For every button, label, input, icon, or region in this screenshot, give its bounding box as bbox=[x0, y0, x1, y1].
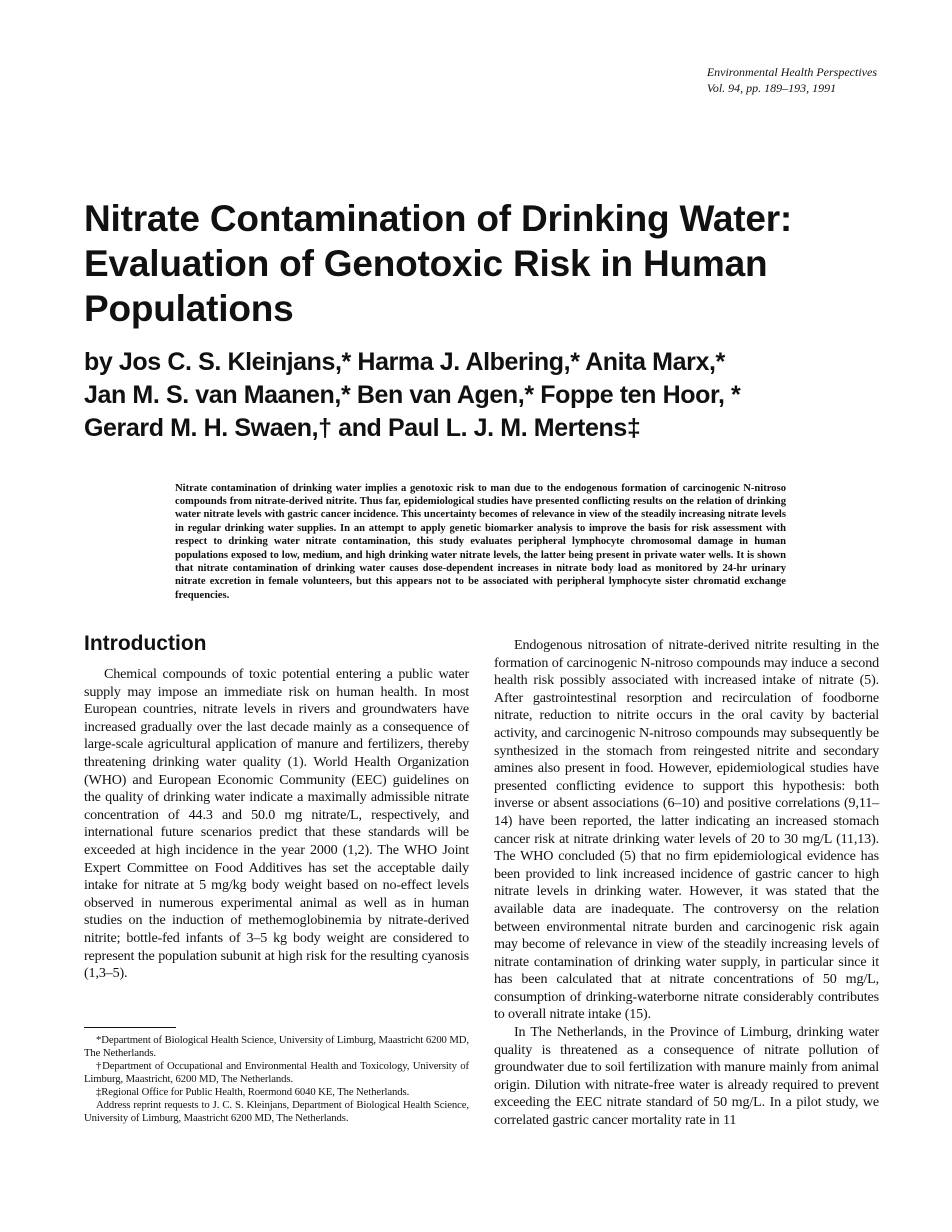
footnote-rule bbox=[84, 1027, 176, 1028]
article-title bbox=[84, 196, 884, 331]
footnotes bbox=[84, 1027, 469, 1125]
abstract: Nitrate contamination of drinking water implies a genotoxic risk to man due to the endogenous formation of carcinogenic N-nitroso compounds from nitrate-derived nitrite. Thus far, epidemiological studies have presented conflicting results on the relation of drinking water nitrate levels with gastric cancer incidence. This uncertainty becomes of relevance in view of the steadily increasing nitrate levels in regular drinking water supplies. In an attempt to apply genetic biomarker analysis to improve the basis for risk assessment with respect to drinking water nitrate contamination, this study evaluates peripheral lymphocyte chromosomal damage in human populations exposed to low, medium, and high drinking water nitrate levels, the latter being present in private water wells. It is shown that nitrate contamination of drinking water causes dose-dependent increases in nitrate body load as monitored by 24-hr urinary nitrate excretion in female volunteers, but this appears not to be associated with peripheral lymphocyte sister chromatid exchange frequencies. bbox=[175, 482, 786, 601]
author-list bbox=[84, 346, 884, 445]
journal-citation bbox=[707, 64, 877, 96]
journal-name: Environmental Health Perspectives bbox=[706, 65, 877, 79]
authors-line-3: Gerard M. H. Swaen,† and Paul L. J. M. Mertens‡ bbox=[84, 414, 641, 442]
footnote-affiliation-3: ‡Regional Office for Public Health, Roermond 6040 KE, The Netherlands. bbox=[96, 1086, 410, 1098]
introduction-paragraph-1: Chemical compounds of toxic potential entering a public water supply may impose an immediate risk on human health. In most European countries, nitrate levels in rivers and groundwaters have increased gradually over the last decade mainly as a consequence of large-scale agricultural application of manure and fertilizers, thereby threatening drinking water quality (1). World Health Organization (WHO) and European Economic Community (EEC) guidelines on the quality of drinking water indicate a maximally admissible nitrate concentration of 44.3 and 50.0 mg nitrate/L, respectively, and international future scenarios predict that these standards will be exceeded at high incidence in the year 2000 (1,2). The WHO Joint Expert Committee on Food Additives has set the acceptable daily intake for nitrate at 5 mg/kg body weight based on no-effect levels observed in numerous experimental animal as well as in human studies on the induction of methemoglobinemia by nitrate-derived nitrite; bottle-fed infants of 3–5 kg body weight are considered to represent the population subunit at high risk for the resulting cyanosis (1,3–5). bbox=[84, 666, 469, 982]
introduction-heading: Introduction bbox=[84, 632, 207, 655]
journal-volume: Vol. 94, pp. 189–193, 1991 bbox=[706, 81, 837, 95]
title-line-1: Nitrate Contamination of Drinking Water: bbox=[84, 198, 793, 239]
left-column bbox=[84, 631, 469, 983]
right-column bbox=[494, 637, 879, 1130]
authors-line-1: by Jos C. S. Kleinjans,* Harma J. Albering,* Anita Marx,* bbox=[84, 348, 725, 376]
introduction-paragraph-2: Endogenous nitrosation of nitrate-derived nitrite resulting in the formation of carcinogenic N-nitroso compounds may induce a second health risk possibly associated with increased intake of nitrate (5). After gastrointestinal resorption and recirculation of foodborne nitrate, reduction to nitrite occurs in the oral cavity by bacterial activity, and carcinogenic N-nitroso compounds may subsequently be synthesized in the stomach from reingested nitrite and secondary amines also present in food. However, epidemiological studies have presented conflicting evidence to support this hypothesis: both inverse or absent associations (6–10) and positive correlations (9,11–14) have been reported, the latter indicating an increased stomach cancer risk at nitrate drinking water levels of 20 to 30 mg/L (11,13). The WHO concluded (5) that no firm epidemiological evidence has been provided to link increased incidence of gastric cancer to high nitrate levels in drinking water. However, it was stated that the available data are inadequate. The controversy on the relation between environmental nitrate burden and carcinogenic risk again may become of relevance in view of the steadily increasing levels of nitrate contamination of drinking water supply, in particular since it has been calculated that at nitrate concentrations of 50 mg/L, consumption of drinking-waterborne nitrate considerably contributes to overall nitrate intake (15). bbox=[494, 637, 879, 1023]
introduction-paragraph-3: In The Netherlands, in the Province of Limburg, drinking water quality is threatened as a consequence of nitrate pollution of groundwater due to soil fertilization with manure mainly from animal origin. Dilution with nitrate-free water is already required to prevent exceeding the EEC nitrate standard of 50 mg/L. In a pilot study, we correlated gastric cancer mortality rate in 11 bbox=[494, 1024, 879, 1129]
footnote-reprint-address: Address reprint requests to J. C. S. Kleinjans, Department of Biological Health Science, University of Limburg, Maastricht 6200 MD, The Netherlands. bbox=[84, 1099, 469, 1124]
footnote-affiliation-2: †Department of Occupational and Environmental Health and Toxicology, University of Limburg, Maastricht, 6200 MD, The Netherlands. bbox=[84, 1060, 469, 1085]
title-line-2: Evaluation of Genotoxic Risk in Human bbox=[84, 243, 768, 284]
title-line-3: Populations bbox=[84, 288, 294, 329]
footnote-affiliation-1: *Department of Biological Health Science, University of Limburg, Maastricht 6200 MD, The Netherlands. bbox=[84, 1034, 469, 1059]
authors-line-2: Jan M. S. van Maanen,* Ben van Agen,* Foppe ten Hoor, * bbox=[84, 381, 741, 409]
